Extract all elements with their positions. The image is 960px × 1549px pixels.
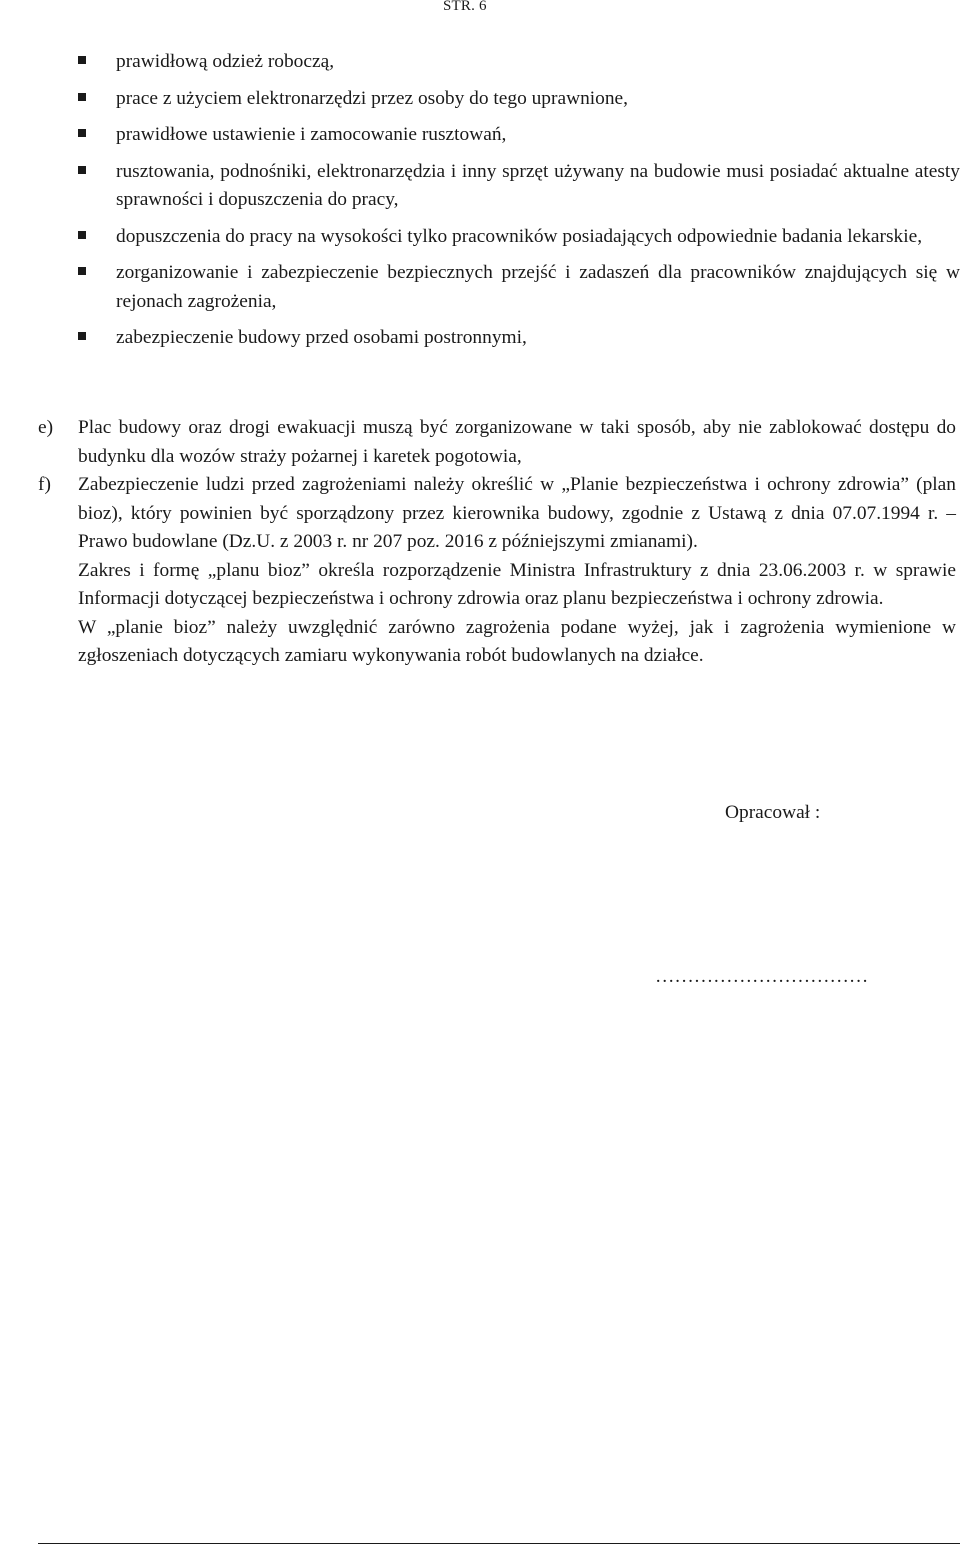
bullet-list <box>78 48 960 353</box>
list-item-text: rusztowania, podnośniki, elektronarzędzia i inny sprzęt używany na budowie musi posiadać aktualne atesty sprawności i dopuszczenia do pracy, <box>116 160 960 210</box>
list-item <box>78 121 960 150</box>
paragraph-block <box>38 414 956 671</box>
paragraph-e <box>38 414 956 471</box>
list-item <box>78 158 960 215</box>
list-item <box>78 85 960 114</box>
list-item-text: zorganizowanie i zabezpieczenie bezpiecznych przejść i zadaszeń dla pracowników znajdujących się w rejonach zagrożenia, <box>116 262 960 312</box>
square-bullet-icon <box>78 93 86 101</box>
list-item-text: dopuszczenia do pracy na wysokości tylko pracowników posiadających odpowiednie badania lekarskie, <box>116 225 923 247</box>
square-bullet-icon <box>78 231 86 239</box>
list-item <box>78 48 960 77</box>
list-item <box>78 259 960 316</box>
signature-line: …………………………… <box>655 966 869 987</box>
list-item-text: prace z użyciem elektronarzędzi przez osoby do tego uprawnione, <box>116 87 628 109</box>
footer-divider <box>38 1543 960 1544</box>
paragraph-label: e) <box>38 417 54 438</box>
square-bullet-icon <box>78 267 86 275</box>
list-item <box>78 324 960 353</box>
square-bullet-icon <box>78 332 86 340</box>
plan-paragraph: W „planie bioz” należy uwzględnić zarówno zagrożenia podane wyżej, jak i zagrożenia wymienione w zgłoszeniach dotyczących zamiaru wykonywania robót budowlanych na działce. <box>78 616 956 666</box>
list-item <box>78 223 960 252</box>
paragraph-f <box>38 471 956 557</box>
list-item-text: prawidłową odzież roboczą, <box>116 51 335 72</box>
signature-label: Opracował : <box>725 802 821 823</box>
square-bullet-icon <box>78 166 86 174</box>
square-bullet-icon <box>78 56 86 64</box>
square-bullet-icon <box>78 129 86 137</box>
paragraph-label: f) <box>38 474 51 495</box>
paragraph-text: Zabezpieczenie ludzi przed zagrożeniami należy określić w „Planie bezpieczeństwa i ochrony zdrowia” (plan bioz), który powinien być sporządzony przez kierownika budowy, zgodnie z Ustawą z dnia 07.07.1994 r. – Prawo budowlane (Dz.U. z 2003 r. nr 207 poz. 2016 z późniejszymi zmianami). <box>78 474 956 552</box>
scope-paragraph: Zakres i formę „planu bioz” określa rozporządzenie Ministra Infrastruktury z dnia 23.06.2003 r. w sprawie Informacji dotyczącej bezpieczeństwa i ochrony zdrowia oraz planu bezpieczeństwa i ochrony zdrowia. <box>78 559 956 609</box>
list-item-text: prawidłowe ustawienie i zamocowanie rusztowań, <box>116 124 507 145</box>
page-number: STR. 6 <box>443 0 487 14</box>
paragraph-text: Plac budowy oraz drogi ewakuacji muszą być zorganizowane w taki sposób, aby nie zablokować dostępu do budynku dla wozów straży pożarnej i karetek pogotowia, <box>78 417 956 467</box>
list-item-text: zabezpieczenie budowy przed osobami postronnymi, <box>116 327 527 348</box>
